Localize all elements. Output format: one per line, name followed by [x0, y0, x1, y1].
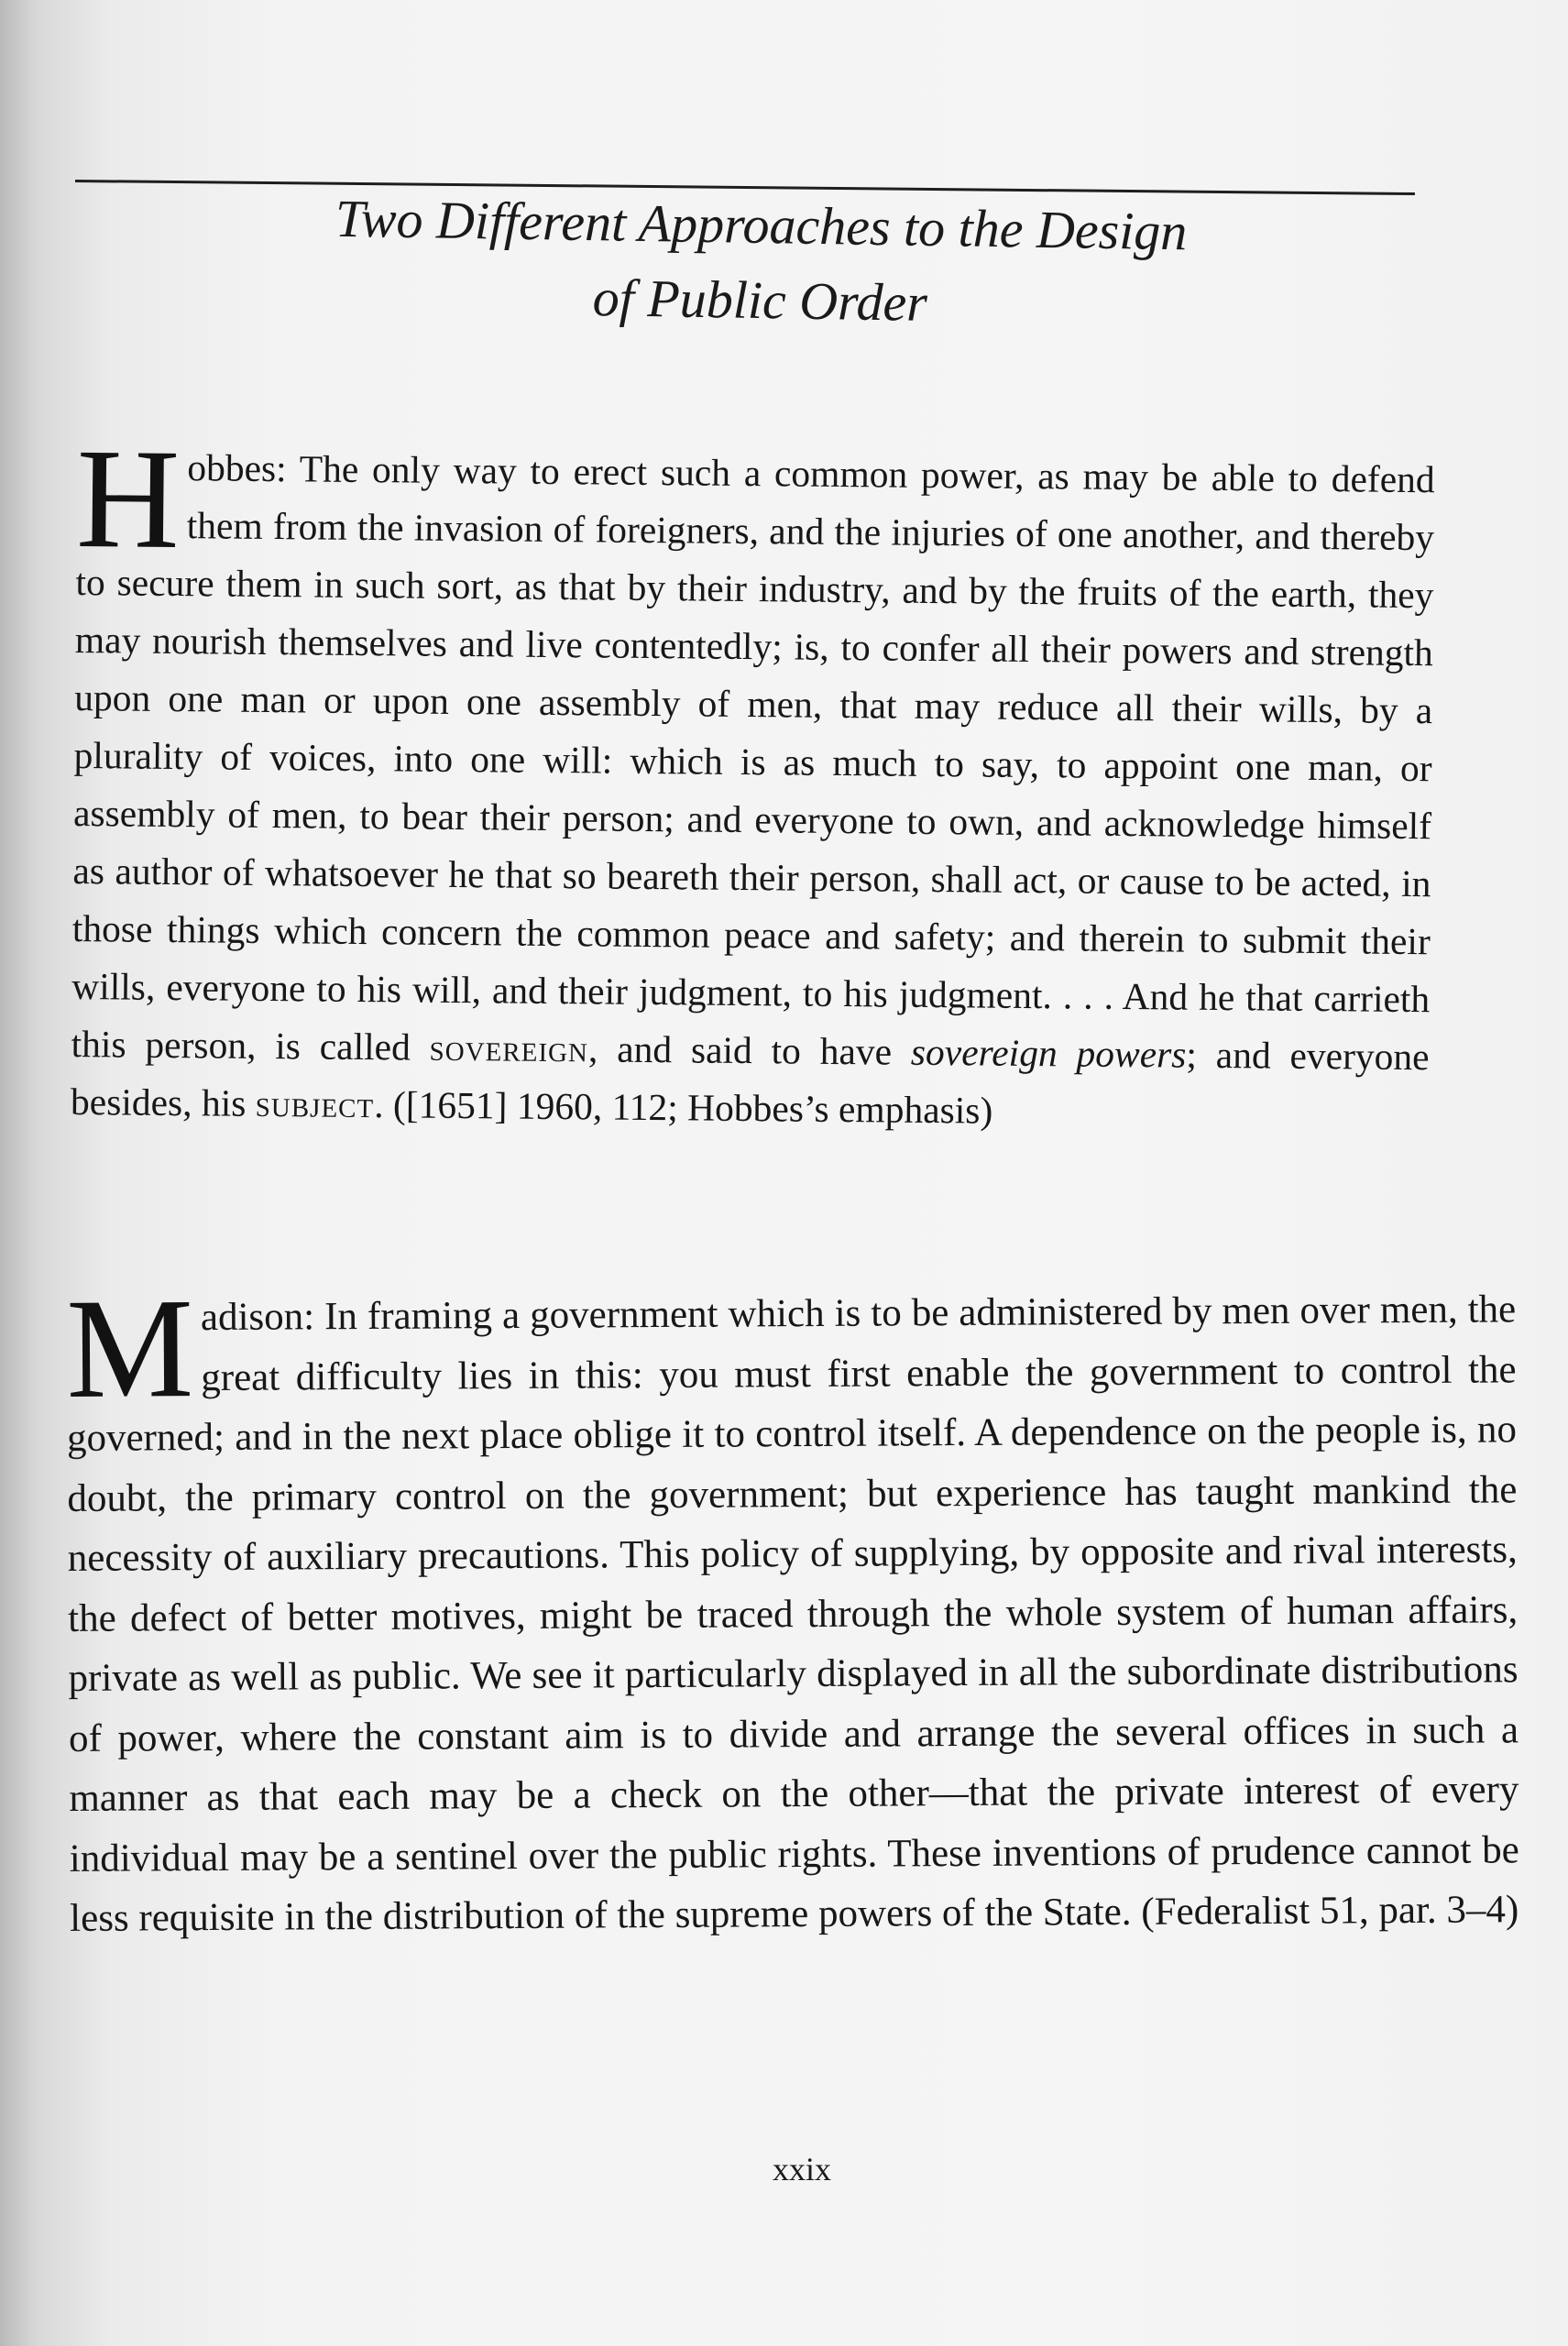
- sovereign-powers-term: sovereign powers: [910, 1030, 1187, 1076]
- heading-line-1: Two Different Approaches to the Design: [334, 188, 1188, 262]
- page-number: xxix: [772, 2151, 831, 2187]
- section-heading: [182, 179, 1339, 347]
- madison-dropcap: M: [65, 1268, 194, 1428]
- hobbes-dropcap: H: [75, 419, 181, 579]
- hobbes-text-3: ; and everyone besides, his: [70, 1033, 1430, 1124]
- madison-quote: [65, 1268, 1519, 1948]
- hobbes-text: obbes: The only way to erect such a common power, as may be able to defend them from the invasion of foreigners, and the injuries of one another, and thereby to secure them in such sort, as that by their industry, and by the fruits of the earth, they may nourish themselves and live contentedly; is, to confer all their powers and strength upon one man or upon one assembly of men, that may reduce all their wills, by a plurality of voices, into one will: which is as much to say, to appoint one man, or assembly of men, to bear their person; and everyone to own, and acknowledge himself as author of whatsoever he that so beareth their person, shall act, or cause to be acted, in those things which concern the common peace and safety; and therein to submit their wills, everyone to his will, and their judgment, to his judgment. . . . And he that carrieth this person, is called: [71, 446, 1435, 1069]
- madison-text: adison: In framing a government which is to be administered by men over men, the great difficulty lies in this: you must first enable the government to control the governed; and in the next place oblige it to control itself. A dependence on the people is, no doubt, the primary control on the government; but experience has taught mankind the necessity of auxiliary precautions. This policy of supplying, by opposite and rival interests, the defect of better motives, might be traced through the whole system of human affairs, private as well as public. We see it particularly displayed in all the subordinate distributions of power, where the constant aim is to divide and arrange the several offices in such a manner as that each may be a check on the other—that the private interest of every individual may be a sentinel over the public rights. These inventions of prudence cannot be less requisite in the distribution of the supreme powers of the State. (Federalist 51, par. 3–4): [66, 1288, 1519, 1940]
- hobbes-citation: . ([1651] 1960, 112; Hobbes’s emphasis): [374, 1083, 993, 1132]
- sovereign-term: sovereign: [429, 1025, 589, 1070]
- hobbes-text-2: , and said to have: [587, 1027, 912, 1073]
- hobbes-quote: [70, 419, 1435, 1144]
- subject-term: subject: [255, 1081, 375, 1126]
- heading-line-2: of Public Order: [592, 268, 928, 333]
